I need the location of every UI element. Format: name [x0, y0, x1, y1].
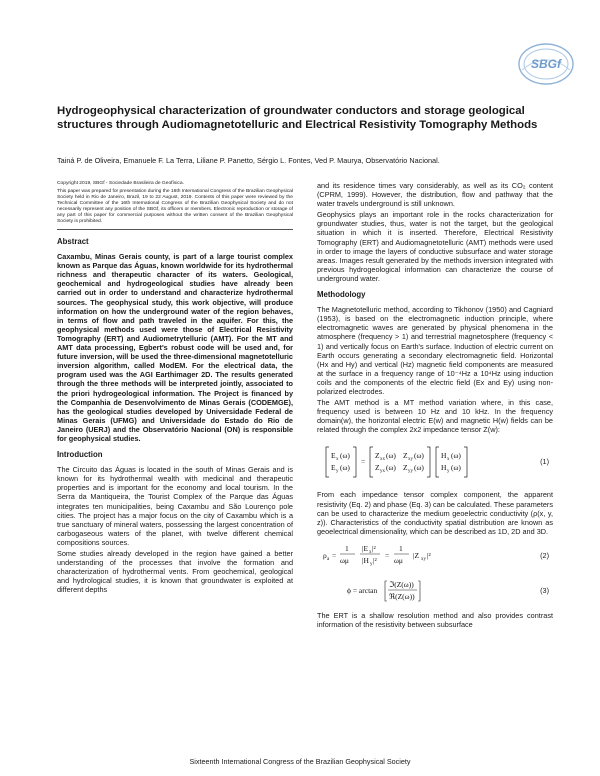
method-paragraph-2: The AMT method is a MT method variation where, in this case, frequency used is between 10 Hz and 10 kHz. In the frequency domain(w), the horizontal electric E(w) and magnetic H(w) fields can be related through the complex 2x2 impedance tensor Z(w): — [317, 398, 553, 435]
sbgf-logo — [516, 40, 576, 88]
svg-text:ϕ = arctan: ϕ = arctan — [347, 585, 378, 595]
svg-text:(ω): (ω) — [451, 463, 461, 473]
right-paragraph-2: Geophysics plays an important role in the rocks characterization for groundwater studies, thus, water is not the target, but the geological situation in which it is inserted. Therefore, Electrical Resistivity Tomography (ERT) and Audiomagnetotelluric (AMT) methods were used in order to image the layers of conductive subsurface and water storage areas. Images result generated by the methods inversion integrated with previous hydrogeological information can characterize the course of underground water. — [317, 210, 553, 283]
svg-text:|²: |² — [373, 555, 377, 565]
svg-text:ρ: ρ — [323, 550, 327, 560]
svg-text:yx: yx — [380, 469, 385, 475]
svg-text:ωμ: ωμ — [340, 555, 349, 565]
svg-text:ℑ(Z(ω)): ℑ(Z(ω)) — [389, 579, 414, 589]
svg-text:H: H — [441, 451, 447, 461]
equation-3-number: (3) — [540, 585, 549, 595]
svg-text:(ω): (ω) — [386, 463, 396, 473]
equation-1 — [317, 439, 553, 485]
svg-text:xx: xx — [380, 457, 385, 463]
svg-text:(ω): (ω) — [340, 451, 350, 461]
svg-text:=: = — [361, 457, 366, 467]
svg-text:(ω): (ω) — [451, 451, 461, 461]
equation-2-number: (2) — [540, 550, 549, 560]
svg-text:y: y — [370, 561, 373, 567]
equation-1-number: (1) — [540, 457, 549, 467]
equation-1-graphic — [317, 439, 517, 485]
abstract-text: Caxambu, Minas Gerais county, is part of a large tourist complex known as Parque das Águas, known worldwide for its hydrothermal richness and therapeutic character of its waters. Geological, geochemical and hydrogeological studies have already been carried out in order to understand and characterize hydrothermal sources. The geophysical study, this work objective, will produce information on how the underground water of the region behaves, in terms of flow and path traveled in the aquifer. For this, the geophysical methods used were those of Electrical Resistivity Tomography (ERT) and Audiometrytelluric (AMT). For the MT and AMT data processing, Egbert's robust code will be used and, for future inversion, will be used the three-dimensional magnetotelluric inversion algorithm, called ModEM. For the electrical data, the program used was the AGI Earthimager 2D. The results generated through the three methods will be interpreted jointly, associated to the priori hydrogeological information. The Project is financed by the Companhia de Desenvolvimento de Minas Gerais (CODEMGE), has the geological studies developed by Universidade Federal de Minas Gerais (UFMG) and Universidade do Estado do Rio de Janeiro (UERJ) and the Observatório Nacional (ON) is responsible for geophysical studies. — [57, 252, 293, 443]
intro-paragraph-2: Some studies already developed in the region have gained a better understanding of the processes that involve the formation and characterization of hydrothermal vents. From geochemical, geological and hydrological studies, it is known that groundwater is exploited at different depths — [57, 549, 293, 595]
svg-text:E: E — [331, 463, 336, 473]
svg-text:a: a — [327, 556, 330, 562]
equation-3 — [317, 576, 553, 606]
svg-text:Z: Z — [403, 451, 408, 461]
equation-2-graphic — [317, 541, 517, 571]
logo-text: SBGf — [531, 57, 561, 71]
svg-text:Z: Z — [375, 463, 380, 473]
method-paragraph-3: From each impedance tensor complex component, the apparent resistivity (Eq. 2) and phase (Eq. 3) can be calculated. These parameters can be used to characterize the medium geoelectric conductivity (ρ(x, y, z)). Characteristics of the conductivity spatial distribution are known as geoelectrical dimensionality, which can be described as 1D, 2D and 3D. — [317, 490, 553, 536]
svg-text:(ω): (ω) — [340, 463, 350, 473]
svg-text:|²: |² — [427, 550, 431, 560]
svg-text:y: y — [447, 469, 450, 475]
right-paragraph-1: and its residence times vary considerably, as well as its CO₂ content (CPRM, 1999). However, the distribution, flow and pathway that the water travels underground is still unknown. — [317, 181, 553, 209]
copyright: Copyright 2019, SBGf - Sociedade Brasileira de Geofísica. — [57, 181, 184, 186]
divider — [57, 229, 293, 230]
svg-text:Z: Z — [375, 451, 380, 461]
notice: This paper was prepared for presentation during the 16th International Congress of the Brazilian Geophysical Society held in Rio de Janeiro, Brazil, 19 to 22 August, 2019. Contents of this paper were reviewed by the Technical Committee of the 16th International Congress of the Brazilian Geophysical Society and do not necessarily represent any position of the SBGf, its officers or members. Electronic reproduction or storage of any part of this paper for commercial purposes without the written consent of the Brazilian Geophysical Society is prohibited. — [57, 189, 293, 224]
svg-text:ℜ(Z(ω)): ℜ(Z(ω)) — [389, 591, 415, 601]
intro-paragraph-1: The Circuito das Águas is located in the south of Minas Gerais and is known for its hydrothermal wealth with medicinal and therapeutic properties and is important for the economy and local tourism. In the Serra da Mantiqueira, the Tourist Complex of the Parque das Águas integrates ten municipalities, being Caxambu and São Lourenço pole cities. The project has a major focus on the city of Caxambu which is a true sanctuary of mineral waters, possessing the largest concentration of carbogaseous waters of the planet, with twelve different chemical compositions sources. — [57, 465, 293, 547]
svg-text:=: = — [332, 550, 337, 560]
svg-text:|Z: |Z — [413, 550, 420, 560]
svg-text:=: = — [385, 550, 390, 560]
methodology-heading: Methodology — [317, 290, 366, 300]
svg-text:xy: xy — [408, 457, 413, 463]
right-column — [317, 181, 553, 631]
authors: Tainá P. de Oliveira, Emanuele F. La Terra, Liliane P. Panetto, Sérgio L. Fontes, Ved P. Maurya, Observatório Nacional. — [57, 156, 440, 165]
svg-text:x: x — [336, 457, 339, 463]
svg-text:x: x — [447, 457, 450, 463]
method-paragraph-4: The ERT is a shallow resolution method and also provides contrast information of the resistivity between subsurface — [317, 610, 553, 629]
svg-text:H: H — [441, 463, 447, 473]
svg-text:|E: |E — [362, 543, 369, 553]
svg-text:(ω): (ω) — [414, 463, 424, 473]
equation-3-graphic — [317, 576, 517, 606]
svg-text:|²: |² — [372, 543, 376, 553]
left-column — [57, 181, 293, 596]
paper-title: Hydrogeophysical characterization of groundwater conductors and storage geological structures through Audiomagnetotelluric and Electrical Resistivity Tomography Methods — [57, 105, 538, 131]
copyright-block — [57, 181, 293, 225]
svg-text:y: y — [336, 469, 339, 475]
svg-text:yy: yy — [408, 469, 413, 475]
svg-text:ωμ: ωμ — [394, 555, 403, 565]
svg-text:x: x — [369, 549, 372, 555]
introduction-heading: Introduction — [57, 450, 103, 460]
svg-text:(ω): (ω) — [386, 451, 396, 461]
svg-text:(ω): (ω) — [414, 451, 424, 461]
svg-text:E: E — [331, 451, 336, 461]
svg-text:xy: xy — [421, 556, 426, 562]
method-paragraph-1: The Magnetotelluric method, according to Tikhonov (1950) and Cagniard (1953), is based on the electromagnetic induction principle, where electromagnetic waves are generated by physical phenomena in the atmosphere (frequency > 1) and terrestrial magnetosphere (frequency < 1) and vertically focus on Earth's surface. Induction of electric current on Earth occurs generating a secondary electromagnetic field. Horizontal (Hx and Hy) and vertical (Hz) magnetic field components are measured at the surface in a frequency range of 10⁻⁴Hz a 10⁴Hz using induction coils and the components of the electric field (Ex and Ey) using non-polarized electrodes. — [317, 305, 553, 396]
svg-text:|H: |H — [362, 555, 369, 565]
svg-text:1: 1 — [399, 543, 403, 553]
equation-2 — [317, 541, 553, 571]
svg-text:1: 1 — [345, 543, 349, 553]
page-footer: Sixteenth International Congress of the Brazilian Geophysical Society — [189, 757, 411, 766]
svg-text:Z: Z — [403, 463, 408, 473]
abstract-heading: Abstract — [57, 237, 89, 246]
